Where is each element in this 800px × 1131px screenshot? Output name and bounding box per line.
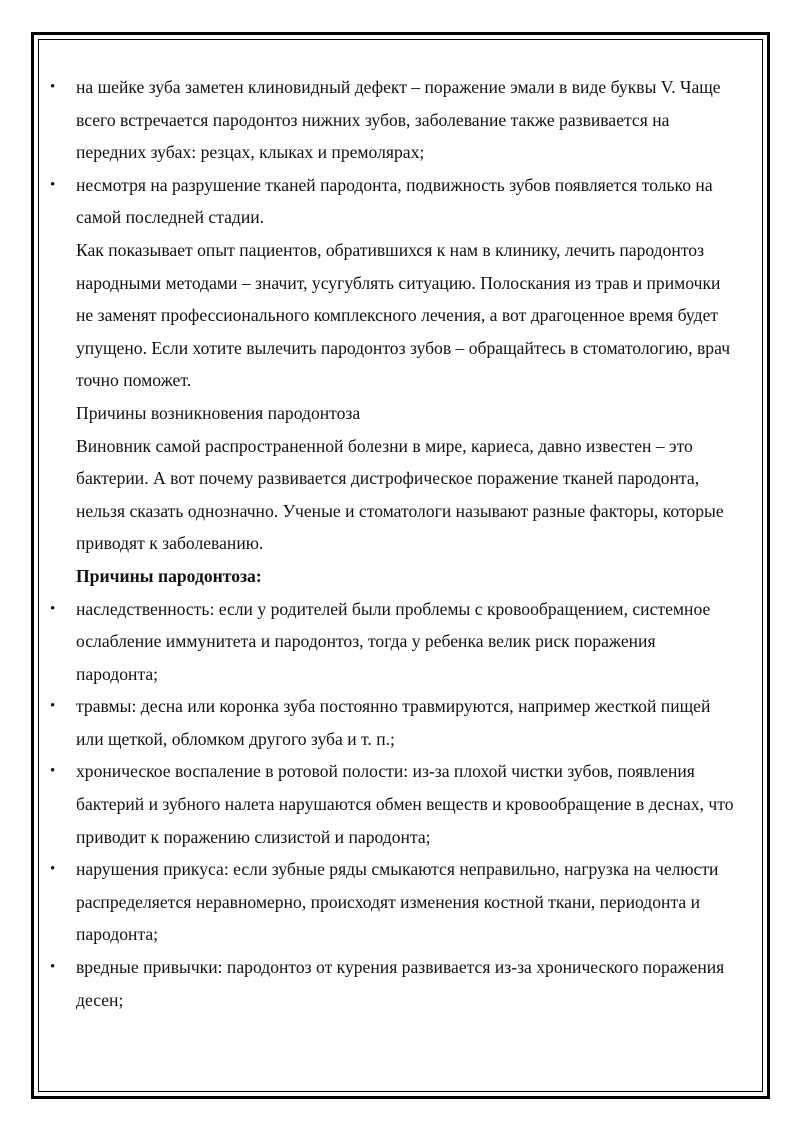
paragraph: Причины возникновения пародонтоза — [76, 402, 361, 423]
bullet-icon: • — [50, 600, 56, 617]
section-heading: Причины пародонтоза: — [76, 565, 262, 586]
list-item — [50, 593, 740, 691]
bullet-icon: • — [50, 959, 56, 976]
list-item-text: наследственность: если у родителей были проблемы с кровообращением, системное ослабление иммунитета и пародонтоз, тогда у ребенка велик риск поражения пародонта; — [76, 598, 711, 684]
bullet-icon: • — [50, 176, 56, 193]
list-item-text: нарушения прикуса: если зубные ряды смыкаются неправильно, нагрузка на челюсти распределяется неравномерно, происходят изменения костной ткани, периодонта и пародонта; — [76, 859, 719, 945]
document-body — [50, 71, 740, 1016]
paragraph: Как показывает опыт пациентов, обратившихся к нам в клинику, лечить пародонтоз народными методами – значит, усугублять ситуацию. Полоскания из трав и примочки не заменят профессионального комплексного лечения, а вот драгоценное время будет упущено. Если хотите вылечить пародонтоз зубов – обращайтесь в стоматологию, врач точно поможет. — [76, 239, 731, 391]
list-item — [50, 853, 740, 951]
bullet-icon: • — [50, 763, 56, 780]
list-item — [50, 71, 740, 169]
list-item-text: хроническое воспаление в ротовой полости: из-за плохой чистки зубов, появления бактерий и зубного налета нарушаются обмен веществ и кровообращение в деснах, что приводит к поражению слизистой и пародонта; — [76, 761, 734, 847]
list-item-text: травмы: десна или коронка зуба постоянно травмируются, например жесткой пищей или щеткой, обломком другого зуба и т. п.; — [76, 696, 711, 749]
list-item — [50, 951, 740, 1016]
list-item — [50, 690, 740, 755]
bullet-icon: • — [50, 861, 56, 878]
bullet-icon: • — [50, 79, 56, 95]
paragraph: Виновник самой распространенной болезни в мире, кариеса, давно известен – это бактерии. А вот почему развивается дистрофическое поражение тканей пародонта, нельзя сказать однозначно. Ученые и стоматологи называют разные факторы, которые приводят к заболеванию. — [76, 435, 724, 554]
list-item-text: на шейке зуба заметен клиновидный дефект – поражение эмали в виде буквы V. Чаще всего встречается пародонтоз нижних зубов, заболевание также развивается на передних зубах: резцах, клыках и премолярах; — [76, 77, 721, 163]
bullet-icon: • — [50, 698, 56, 715]
list-item-text: несмотря на разрушение тканей пародонта, подвижность зубов появляется только на самой последней стадии. — [76, 174, 713, 228]
list-item — [50, 755, 740, 853]
list-item-text: вредные привычки: пародонтоз от курения развивается из-за хронического поражения десен; — [76, 957, 725, 1010]
list-item — [50, 169, 740, 234]
